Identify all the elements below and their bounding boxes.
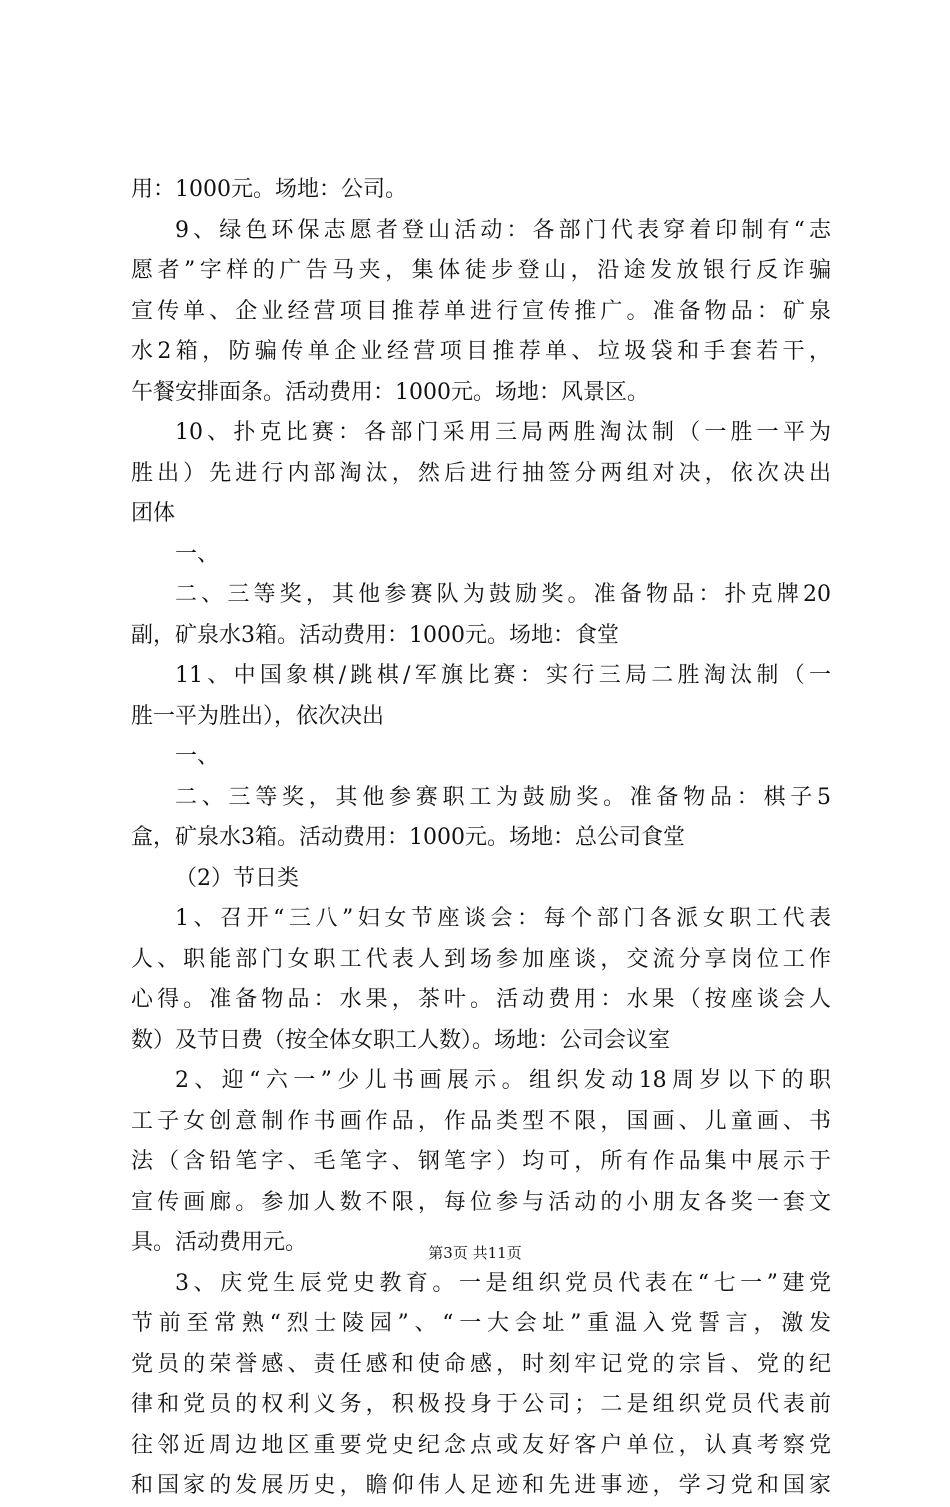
text-line: 用：1000元。场地：公司。 (131, 177, 407, 202)
text-line: 1、召开“三八”妇女节座谈会：每个部门各派女职工代表 (175, 906, 831, 931)
text-line: 律和党员的权利义务，积极投身于公司；二是组织党员代表前 (131, 1392, 831, 1417)
text-line: 往邻近周边地区重要党史纪念点或友好客户单位，认真考察党 (131, 1432, 831, 1458)
text-line: 具。活动费用元。 (131, 1230, 308, 1255)
text-line: 一、 (175, 541, 220, 567)
text-line: 9、绿色环保志愿者登山活动：各部门代表穿着印制有“志 (175, 217, 831, 243)
text-line: 心得。准备物品：水果，茶叶。活动费用：水果（按座谈会人 (131, 987, 831, 1012)
text-line: 和国家的发展历史，瞻仰伟人足迹和先进事迹，学习党和国家 (131, 1473, 831, 1498)
text-line: 二、三等奖，其他参赛职工为鼓励奖。准备物品：棋子5 (175, 784, 831, 810)
text-line: 法（含铅笔字、毛笔字、钢笔字）均可，所有作品集中展示于 (131, 1149, 831, 1174)
text-line: 副，矿泉水3箱。活动费用：1000元。场地：食堂 (131, 622, 619, 648)
text-line: 节前至常熟“烈士陵园”、“一大会址”重温入党誓言，激发 (131, 1311, 831, 1336)
text-line: 党员的荣誉感、责任感和使命感，时刻牢记党的宗旨、党的纪 (131, 1351, 831, 1377)
text-line: 10、扑克比赛：各部门采用三局两胜淘汰制（一胜一平为 (175, 420, 831, 445)
text-line: 胜一平为胜出），依次决出 (131, 703, 385, 729)
text-line: 11、中国象棋/跳棋/军旗比赛：实行三局二胜淘汰制（一 (175, 663, 831, 688)
text-line: 盒，矿泉水3箱。活动费用：1000元。场地：总公司食堂 (131, 825, 685, 850)
text-line: （2）节日类 (175, 865, 299, 891)
text-line: 宣传画廊。参加人数不限，每位参与活动的小朋友各奖一套文 (131, 1189, 831, 1215)
text-line: 数）及节日费（按全体女职工人数）。场地：公司会议室 (131, 1027, 671, 1053)
text-line: 胜出）先进行内部淘汰，然后进行抽签分两组对决，依次决出 (131, 460, 831, 486)
text-line: 人、职能部门女职工代表人到场参加座谈，交流分享岗位工作 (131, 946, 831, 972)
page-footer: 第3页 共11页 (428, 1244, 522, 1262)
text-line: 愿者”字样的广告马夹，集体徒步登山，沿途发放银行反诈骗 (131, 258, 831, 283)
text-line: 3、庆党生辰党史教育。一是组织党员代表在“七一”建党 (175, 1270, 831, 1296)
text-line: 宣传单、企业经营项目推荐单进行宣传推广。准备物品：矿泉 (131, 298, 831, 324)
text-line: 团体 (131, 501, 176, 526)
text-line: 二、三等奖，其他参赛队为鼓励奖。准备物品：扑克牌20 (175, 582, 831, 607)
text-line: 工子女创意制作书画作品，作品类型不限，国画、儿童画、书 (131, 1108, 831, 1134)
text-line: 水2箱，防骗传单企业经营项目推荐单、垃圾袋和手套若干， (131, 339, 831, 364)
text-line: 午餐安排面条。活动费用：1000元。场地：风景区。 (131, 379, 649, 405)
document-body (131, 170, 831, 1507)
text-line: 2、迎“六一”少儿书画展示。组织发动18周岁以下的职 (175, 1068, 831, 1093)
text-line: 一、 (175, 744, 220, 769)
